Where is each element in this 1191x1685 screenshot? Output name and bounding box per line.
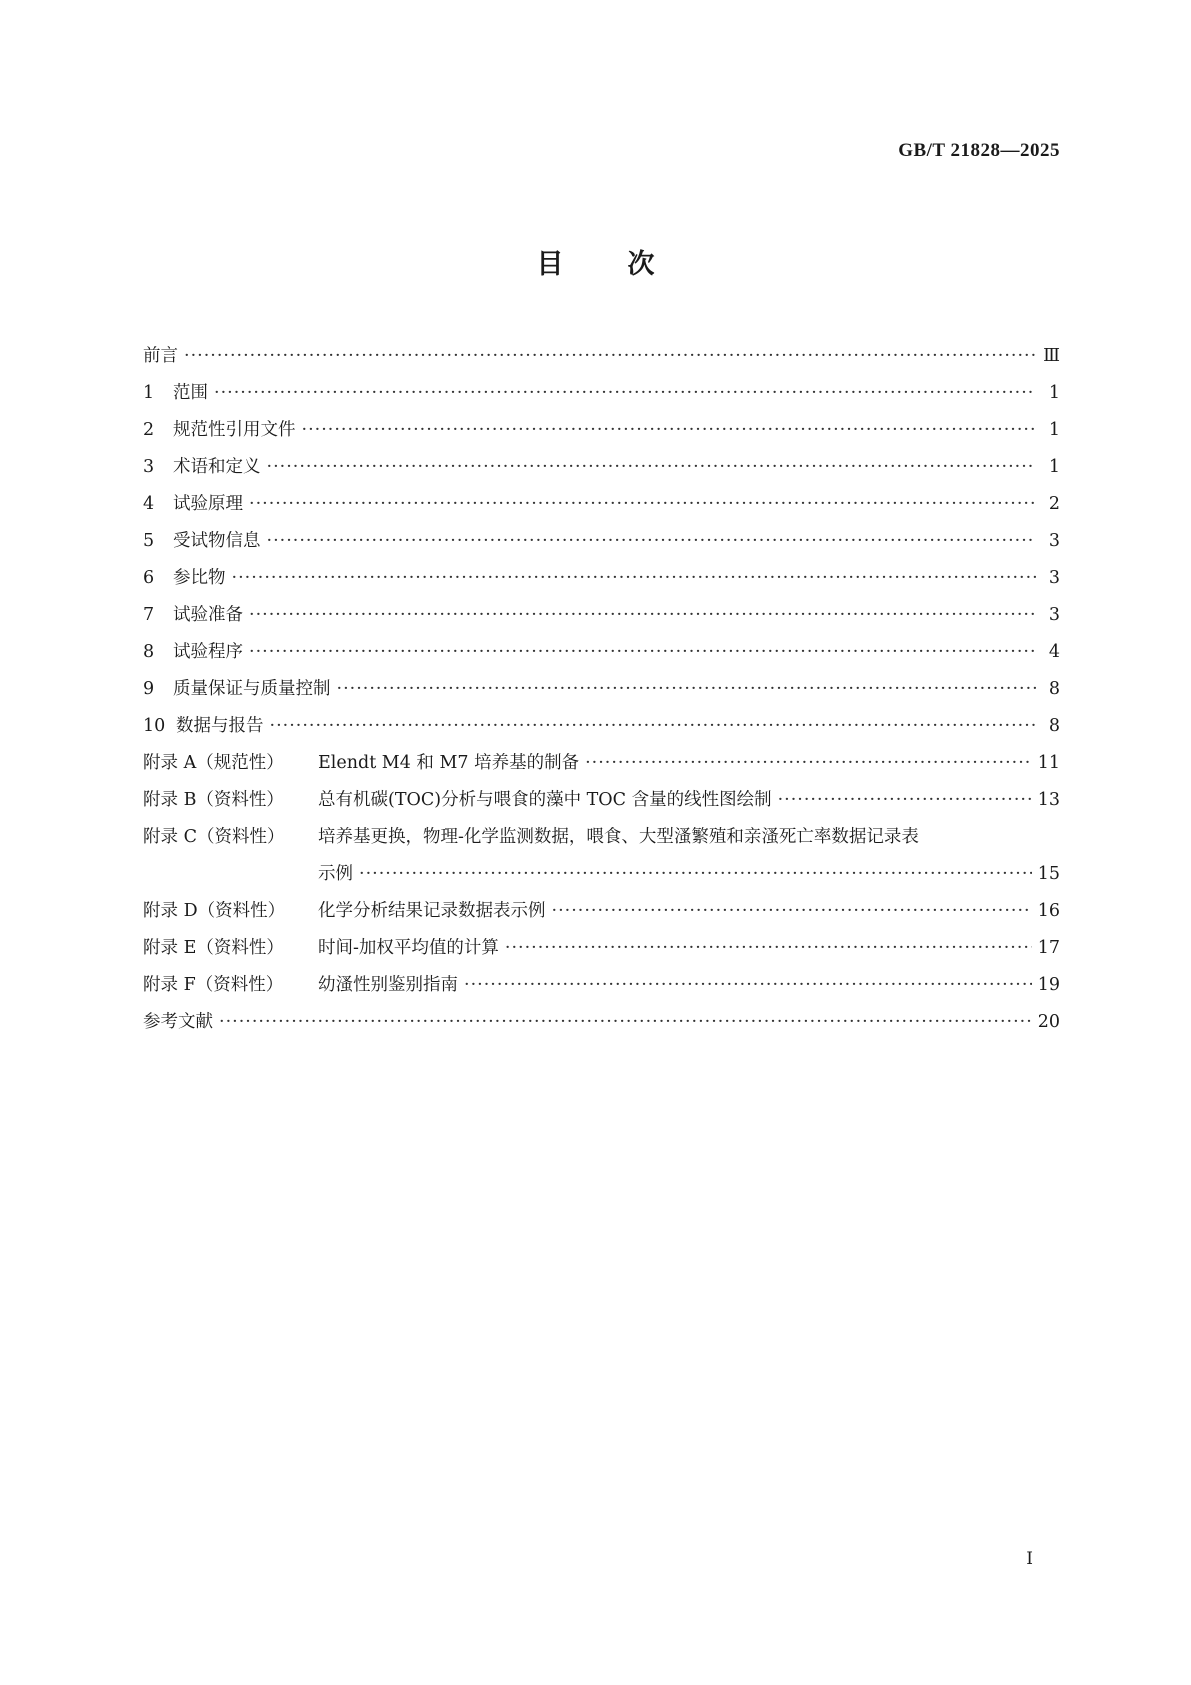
toc-entry-label: 试验程序 [173, 642, 243, 662]
toc-entry-page: 4 [1048, 642, 1060, 662]
annex-prefix: 附录 B（资料性） [143, 790, 284, 810]
leader-dots [219, 1004, 1032, 1041]
toc-entry-label: 试验准备 [173, 605, 243, 625]
leader-dots [270, 708, 1037, 745]
toc-entry-label: 质量保证与质量控制 [173, 679, 331, 699]
toc-entry-6[interactable] [143, 560, 1060, 597]
page-title: 目次 [536, 249, 719, 280]
toc-entry-number: 6 [143, 568, 155, 588]
toc-entry-label: 术语和定义 [173, 457, 261, 477]
toc-entry-label: 化学分析结果记录数据表示例 [318, 901, 546, 921]
toc-entry-label: 试验原理 [173, 494, 243, 514]
toc-entry-page: 19 [1037, 975, 1060, 995]
toc-entry-label: 参比物 [173, 568, 226, 588]
toc-entry-label: 时间-加权平均值的计算 [318, 938, 499, 958]
toc-entry-10[interactable] [143, 708, 1060, 745]
leader-dots [232, 560, 1037, 597]
standard-code: GB/T 21828—2025 [898, 140, 1060, 161]
toc-entry-5[interactable] [143, 523, 1060, 560]
toc-entry-page: 15 [1037, 864, 1060, 884]
leader-dots [337, 671, 1037, 708]
leader-dots [249, 634, 1036, 671]
leader-dots [359, 856, 1032, 893]
annex-prefix: 附录 A（规范性） [143, 753, 284, 773]
toc-entry-number: 1 [143, 383, 155, 403]
leader-dots [585, 745, 1032, 782]
annex-prefix: 附录 C（资料性） [143, 827, 285, 847]
toc-entry-page: 3 [1048, 568, 1060, 588]
toc-entry-foreword[interactable] [143, 338, 1060, 375]
toc-entry-page: 13 [1037, 790, 1060, 810]
leader-dots [214, 375, 1036, 412]
toc-entry-label: 幼溞性别鉴别指南 [318, 975, 458, 995]
toc-entry-page: 8 [1048, 679, 1060, 699]
toc-entry-2[interactable] [143, 412, 1060, 449]
toc-entry-page: 1 [1048, 420, 1060, 440]
annex-prefix: 附录 F（资料性） [143, 975, 284, 995]
toc-entry-page: 1 [1048, 457, 1060, 477]
leader-dots [184, 338, 1036, 375]
leader-dots [267, 449, 1037, 486]
toc-entry-label: 范围 [173, 383, 208, 403]
toc-annex-c[interactable] [143, 819, 1060, 893]
toc-entry-number: 5 [143, 531, 155, 551]
toc-entry-9[interactable] [143, 671, 1060, 708]
toc-entry-page: 1 [1048, 383, 1060, 403]
toc-entry-number: 9 [143, 679, 155, 699]
leader-dots [249, 486, 1036, 523]
toc-annex-f[interactable] [143, 967, 1060, 1004]
toc-entry-1[interactable] [143, 375, 1060, 412]
leader-dots [302, 412, 1037, 449]
toc-entry-number: 3 [143, 457, 155, 477]
leader-dots [464, 967, 1032, 1004]
toc-entry-label: Elendt M4 和 M7 培养基的制备 [318, 753, 580, 773]
toc-entry-number: 2 [143, 420, 155, 440]
toc-entry-page: 2 [1048, 494, 1060, 514]
toc-entry-label: 参考文献 [143, 1012, 213, 1032]
toc-entry-page: 8 [1048, 716, 1060, 736]
toc-entry-page: Ⅲ [1043, 346, 1060, 366]
toc-entry-8[interactable] [143, 634, 1060, 671]
leader-dots [552, 893, 1032, 930]
toc-entry-number: 8 [143, 642, 155, 662]
toc-entry-page: 16 [1037, 901, 1060, 921]
leader-dots [249, 597, 1036, 634]
page-number: Ⅰ [1026, 1549, 1033, 1568]
toc-entry-label: 培养基更换，物理-化学监测数据，喂食、大型溞繁殖和亲溞死亡率数据记录表 [318, 827, 919, 847]
toc-entry-page: 11 [1037, 753, 1060, 773]
toc-entry-7[interactable] [143, 597, 1060, 634]
annex-prefix: 附录 E（资料性） [143, 938, 284, 958]
toc-annex-b[interactable] [143, 782, 1060, 819]
toc-entry-page: 3 [1048, 531, 1060, 551]
toc-entry-3[interactable] [143, 449, 1060, 486]
toc-entry-page: 20 [1037, 1012, 1060, 1032]
toc-annex-a[interactable] [143, 745, 1060, 782]
table-of-contents [143, 338, 1060, 1041]
leader-dots [505, 930, 1032, 967]
toc-annex-e[interactable] [143, 930, 1060, 967]
toc-entry-4[interactable] [143, 486, 1060, 523]
toc-entry-page: 3 [1048, 605, 1060, 625]
leader-dots [778, 782, 1032, 819]
toc-entry-number: 7 [143, 605, 155, 625]
toc-entry-page: 17 [1037, 938, 1060, 958]
annex-prefix: 附录 D（资料性） [143, 901, 286, 921]
toc-entry-label: 受试物信息 [173, 531, 261, 551]
toc-entry-number: 10 [143, 716, 166, 736]
toc-entry-label: 数据与报告 [176, 716, 264, 736]
toc-entry-references[interactable] [143, 1004, 1060, 1041]
toc-entry-number: 4 [143, 494, 155, 514]
toc-entry-label-continued: 示例 [318, 864, 353, 884]
toc-entry-label: 前言 [143, 346, 178, 366]
toc-entry-label: 规范性引用文件 [173, 420, 296, 440]
toc-entry-label: 总有机碳(TOC)分析与喂食的藻中 TOC 含量的线性图绘制 [318, 790, 772, 810]
leader-dots [267, 523, 1037, 560]
toc-annex-d[interactable] [143, 893, 1060, 930]
